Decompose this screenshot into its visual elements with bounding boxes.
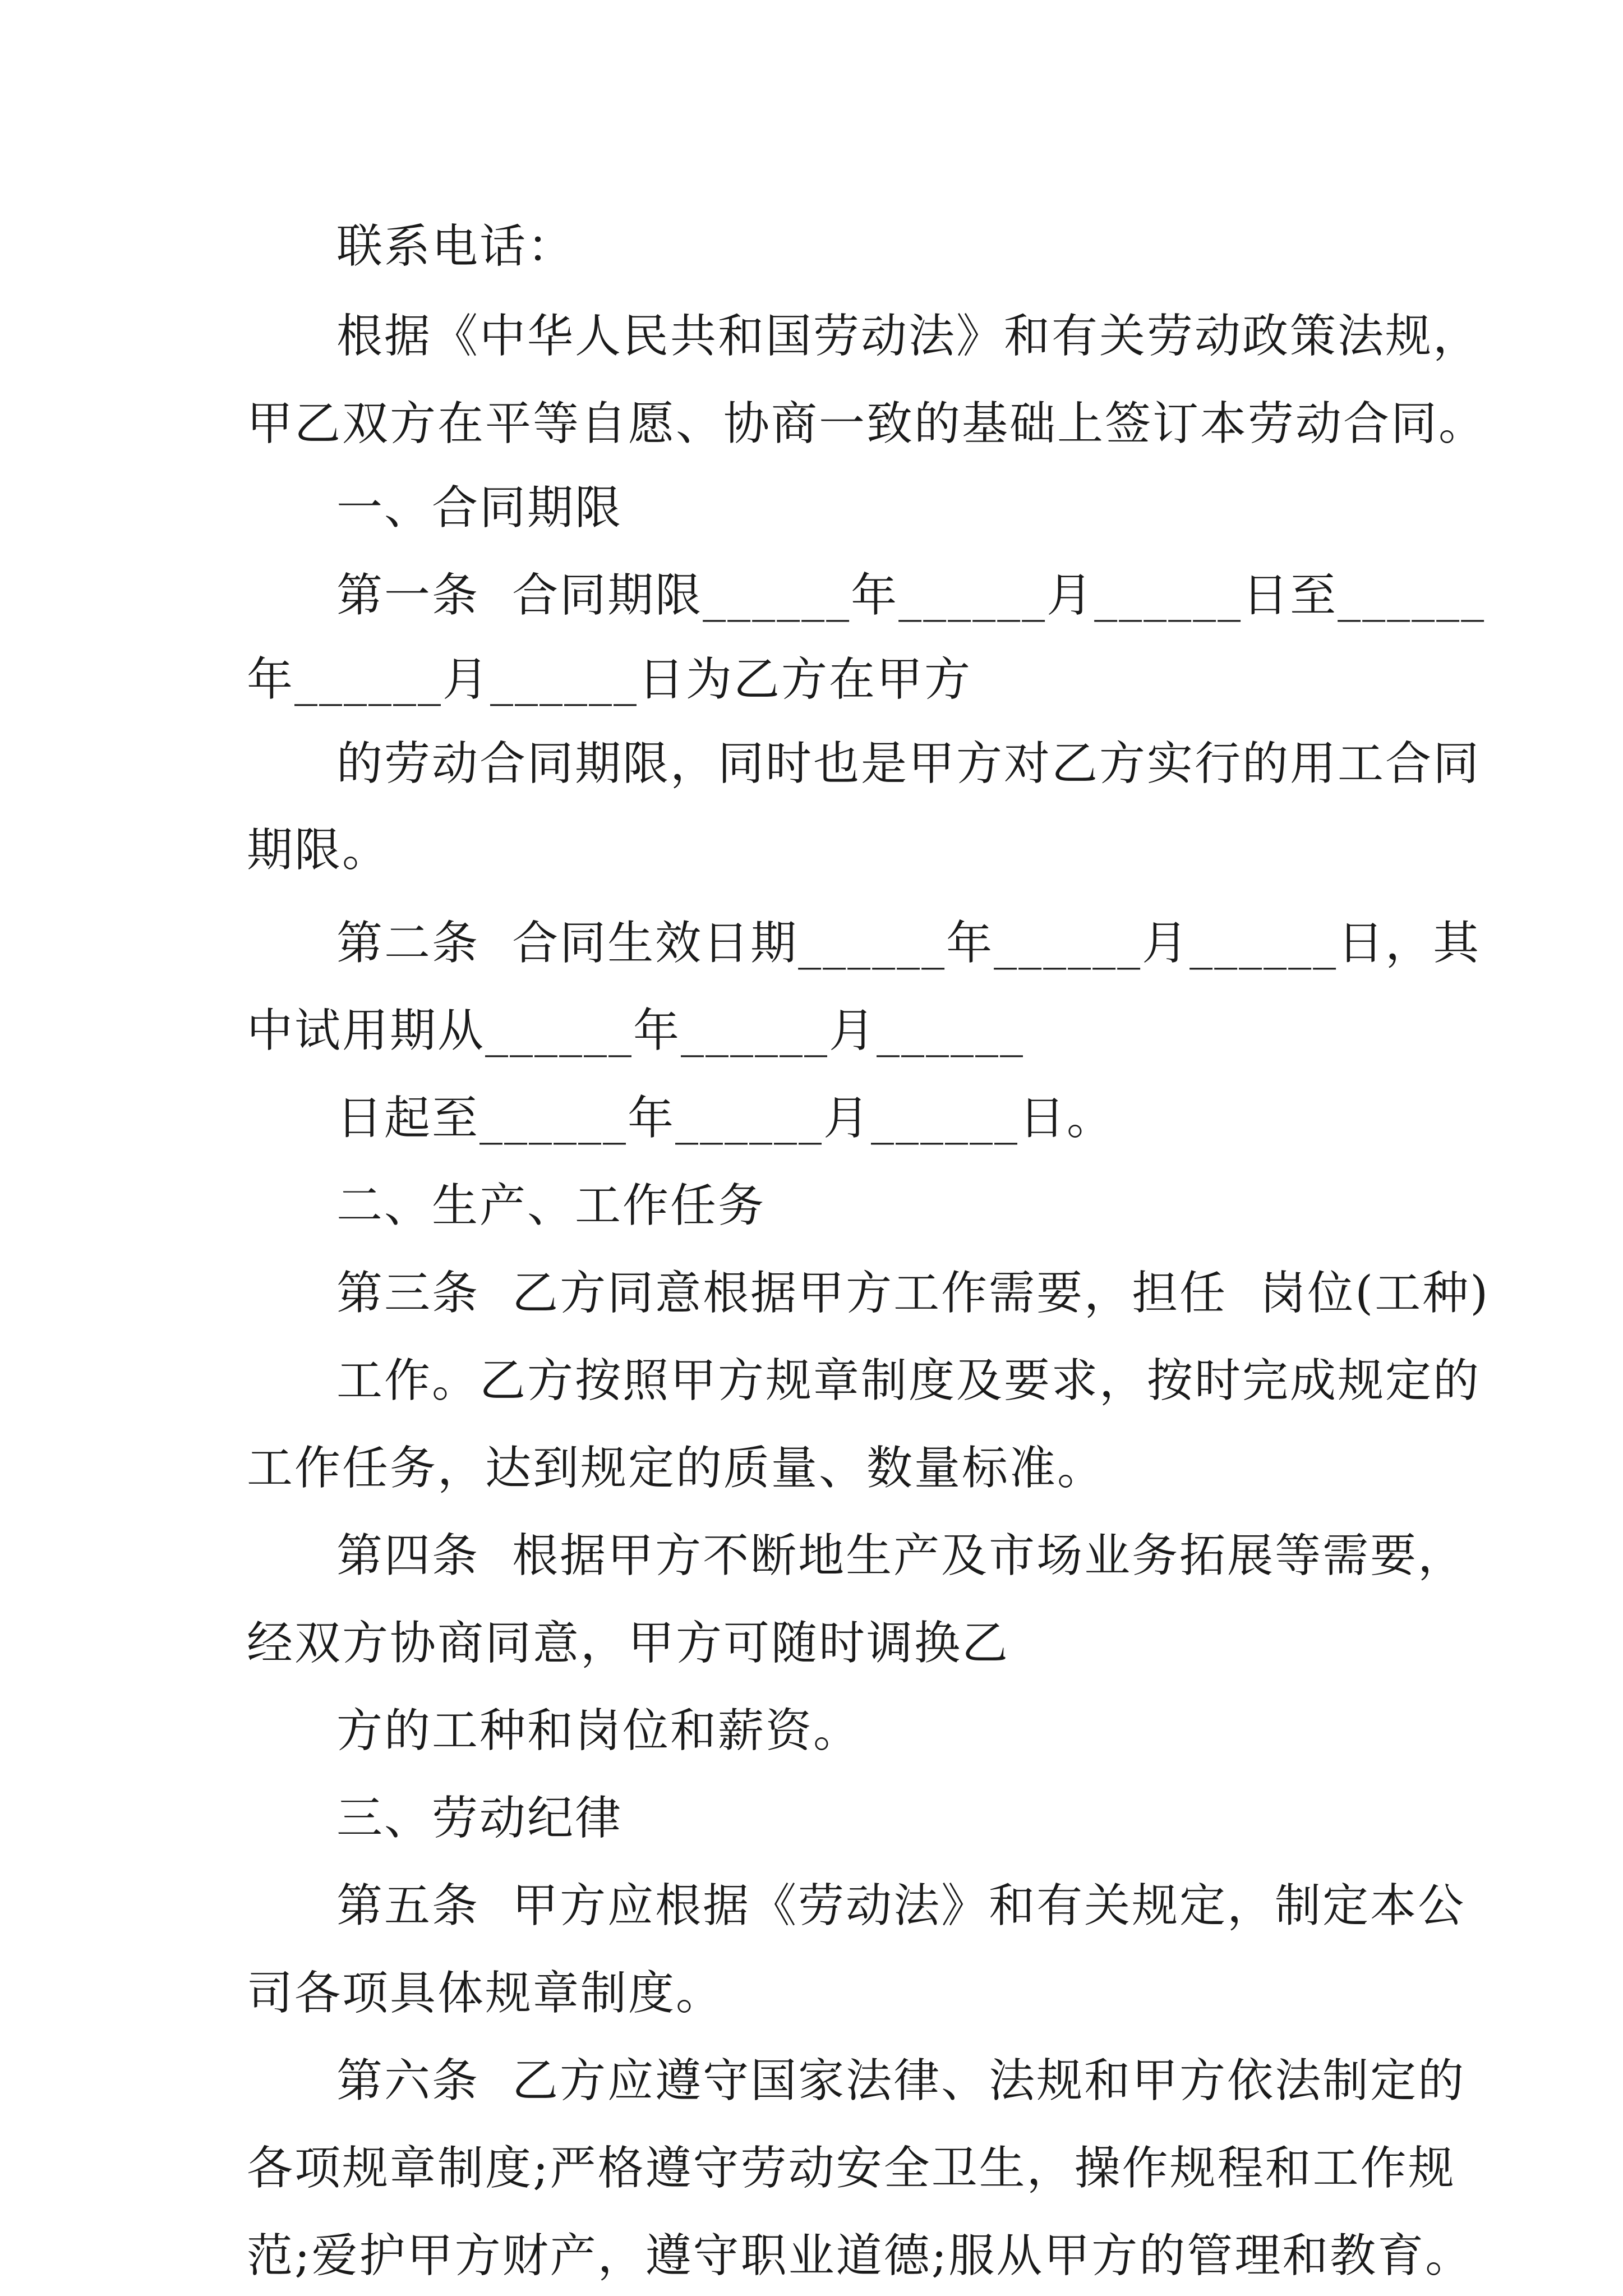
section-heading: 三、劳动纪律 xyxy=(336,1792,623,1845)
text-line: 中试用期从______年______月______ xyxy=(247,1004,1025,1057)
text-line: 第六条 乙方应遵守国家法律、法规和甲方依法制定的 xyxy=(336,2054,1466,2108)
text-line: 第四条 根据甲方不断地生产及市场业务拓展等需要， xyxy=(336,1529,1466,1582)
text-line: 范;爱护甲方财产，遵守职业道德;服从甲方的管理和教育。 xyxy=(247,2229,1473,2283)
section-heading: 一、合同期限 xyxy=(336,481,623,535)
text-line: 司各项具体规章制度。 xyxy=(247,1967,724,2020)
text-line: 联系电话： xyxy=(336,220,575,273)
text-line: 经双方协商同意，甲方可随时调换乙 xyxy=(247,1617,1010,1670)
text-line: 各项规章制度;严格遵守劳动安全卫生，操作规程和工作规 xyxy=(247,2142,1456,2195)
text-line: 期限。 xyxy=(247,823,390,877)
text-line: 日起至______年______月______日。 xyxy=(336,1092,1114,1145)
text-line: 方的工种和岗位和薪资。 xyxy=(336,1704,861,1757)
text-line: 工作任务，达到规定的质量、数量标准。 xyxy=(247,1442,1105,1495)
text-line: 甲乙双方在平等自愿、协商一致的基础上签订本劳动合同。 xyxy=(247,397,1487,450)
text-line: 年______月______日为乙方在甲方 xyxy=(247,653,972,706)
text-line: 第三条 乙方同意根据甲方工作需要，担任 岗位(工种) xyxy=(336,1267,1490,1320)
text-line: 根据《中华人民共和国劳动法》和有关劳动政策法规， xyxy=(336,310,1481,363)
text-line: 工作。乙方按照甲方规章制度及要求，按时完成规定的 xyxy=(336,1354,1481,1407)
text-line: 的劳动合同期限，同时也是甲方对乙方实行的用工合同 xyxy=(336,737,1481,790)
text-line: 第一条 合同期限______年______月______日至______ xyxy=(336,569,1486,622)
section-heading: 二、生产、工作任务 xyxy=(336,1179,766,1232)
text-line: 第二条 合同生效日期______年______月______日，其 xyxy=(336,917,1481,970)
text-line: 第五条 甲方应根据《劳动法》和有关规定，制定本公 xyxy=(336,1879,1466,1932)
